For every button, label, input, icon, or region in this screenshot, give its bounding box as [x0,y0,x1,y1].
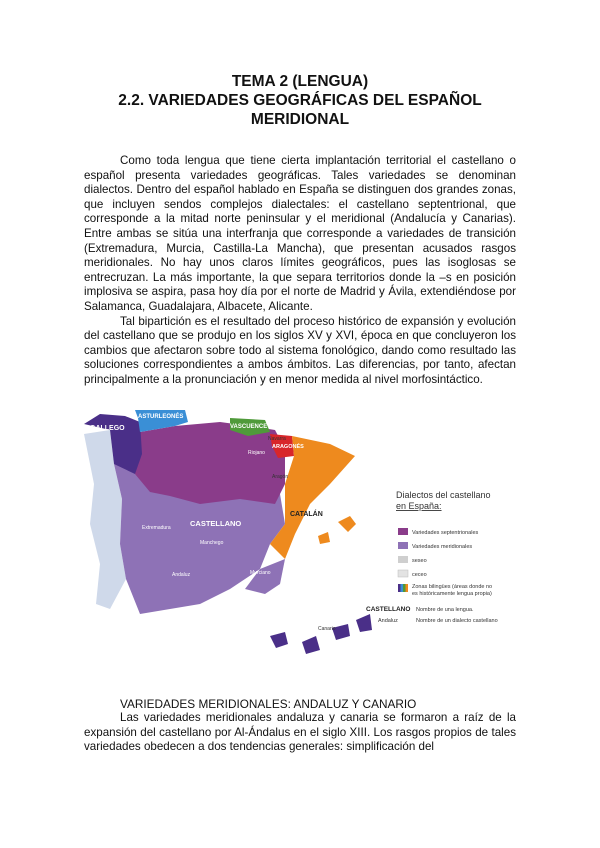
legend-item-meridional: Variedades meridionales [412,544,473,550]
section-heading: VARIEDADES MERIDIONALES: ANDALUZ Y CANARIO [120,697,417,711]
label-andaluz: Andaluz [172,572,191,578]
legend-item-bilingual-2: es históricamente lengua propia) [412,591,492,597]
label-riojano: Riojano [248,450,265,456]
title-line-2: 2.2. VARIEDADES GEOGRÁFICAS DEL ESPAÑOL [118,92,482,109]
title-line-1: TEMA 2 (LENGUA) [231,73,369,90]
legend-item-seseo: seseo [412,558,427,564]
legend-swatch-bilingual-3 [403,584,406,592]
legend-swatch-septentrional [398,528,408,535]
label-navarra: Navarra [268,436,286,442]
legend-swatch-ceceo [398,570,408,577]
label-aragon: Aragón [272,474,289,480]
legend-swatch-meridional [398,542,408,549]
paragraph-2: Tal bipartición es el resultado del proceso histórico de expansión y evolución del castellano que se produjo en los siglos XV y XVI, época en que concluyeron los cambios que afectaron sobre todo al sistema fonológico, dando como resultado las soluciones correspondientes a ambos ámbitos. Las diferencias, por tanto, afectan principalmente a la pronunciación y en menor medida al nivel morfosintáctico. [84,314,516,386]
section-paragraph: Las variedades meridionales andaluza y canaria se formaron a raíz de la expansión del castellano por Al-Ándalus en el siglo XIII. Los rasgos propios de tales variedades obedecen a dos tendencias generales: simplificación del [84,711,516,754]
label-castellano: CASTELLANO [190,519,242,528]
label-asturleones: ASTURLEONÉS [138,414,184,420]
label-gallego: GALLEGO [90,425,125,432]
label-manchego: Manchego [200,540,224,546]
label-catalan: CATALÁN [290,511,323,518]
page-title [60,72,540,129]
legend-swatch-bilingual-1 [398,584,401,592]
label-vascuence: VASCUENCE [230,424,268,430]
legend-item-bilingual-1: Zonas bilingües (áreas donde no [412,584,493,590]
legend-title-2: en España: [396,501,442,511]
region-septentrional [130,422,285,504]
legend-swatch-seseo [398,556,408,563]
label-extremadura: Extremadura [142,525,171,531]
title-line-3: MERIDIONAL [250,111,350,128]
legend-item-ceceo: ceceo [412,572,427,578]
dialect-map [80,404,520,686]
legend-dialect-example: Andaluz [378,618,398,624]
paragraph-1: Como toda lengua que tiene cierta implantación territorial el castellano o español presenta variedades geográficas. Tales variedades se denominan dialectos. Dentro del español hablado en España se distinguen dos grandes zonas, que incluyen sendos complejos dialectales: el castellano septentrional, que corresponde a la mitad norte peninsular y el meridional (Andalucía y Canarias). Entre ambas se sitúa una interfranja que corresponde a variedades de transición (Extremadura, Murcia, Castilla-La Mancha), que presentan acusados rasgos meridionales. No hay unos claros límites geográficos, pues las isoglosas se entrecruzan. La más importante, la que separa territorios donde la –s en posición implosiva se aspira, pasa hoy día por el norte de Madrid y Ávila, extendiéndose por Salamanca, Guadalajara, Albacete, Alicante. [84,154,516,313]
legend-item-septentrional: Variedades septentrionales [412,530,479,536]
label-aragones: ARAGONÉS [272,444,304,450]
legend-dialect-desc: Nombre de un dialecto castellano [416,618,498,624]
legend-swatch-bilingual-4 [406,584,409,592]
legend-swatch-bilingual-2 [401,584,404,592]
legend-lang-example: CASTELLANO [366,606,411,613]
label-canario: Canario [318,626,336,632]
legend-title-1: Dialectos del castellano [396,490,491,500]
section-body [84,711,516,755]
label-murciano: Murciano [250,570,271,576]
intro-text [84,154,516,388]
legend-lang-desc: Nombre de una lengua. [416,607,474,613]
